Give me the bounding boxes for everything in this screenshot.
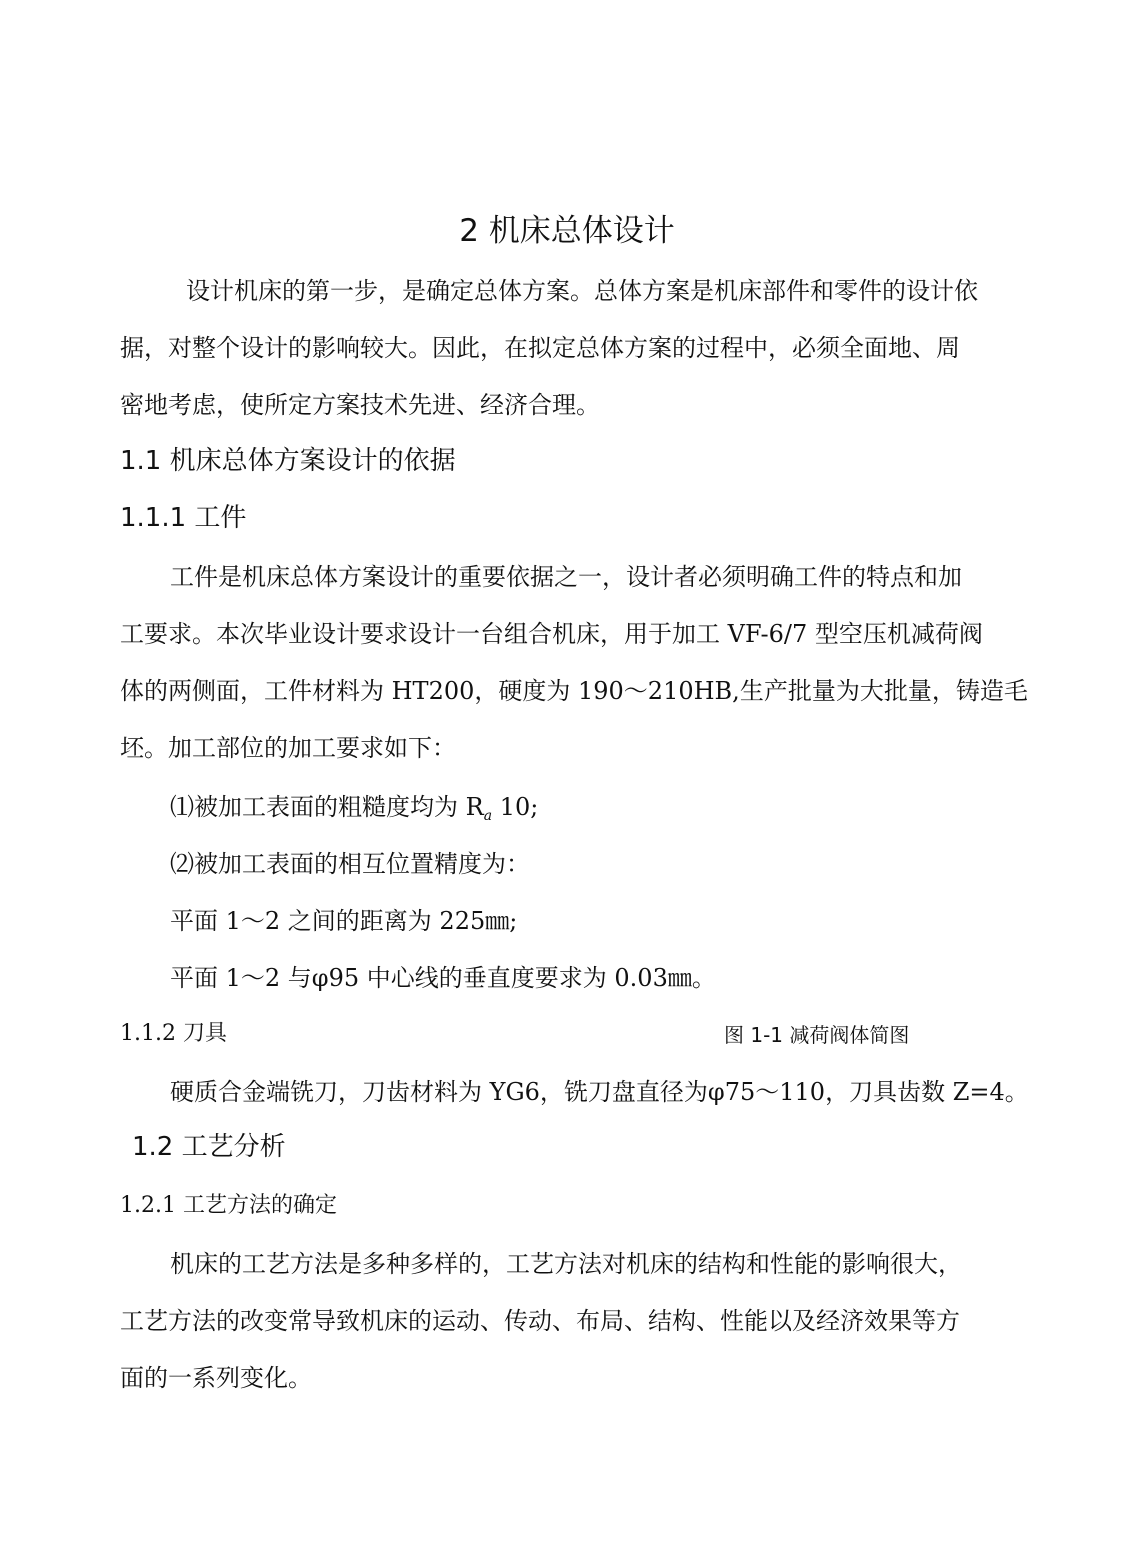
tool-description: 硬质合金端铣刀，刀齿材料为 YG6，铣刀盘直径为φ75～110，刀具齿数 Z=4。 bbox=[170, 1078, 1029, 1106]
requirement-position: ⑵被加工表面的相互位置精度为： bbox=[170, 850, 530, 878]
process-line-1: 机床的工艺方法是多种多样的，工艺方法对机床的结构和性能的影响很大， bbox=[170, 1250, 962, 1278]
section-heading-1-2: 1.2 工艺分析 bbox=[132, 1132, 286, 1162]
section-heading-1-1-2: 1.1.2 刀具 bbox=[120, 1021, 227, 1046]
workpiece-line-1: 工件是机床总体方案设计的重要依据之一，设计者必须明确工件的特点和加 bbox=[170, 563, 962, 591]
intro-line-3: 密地考虑，使所定方案技术先进、经济合理。 bbox=[120, 391, 600, 419]
workpiece-line-4: 坯。加工部位的加工要求如下： bbox=[120, 734, 456, 762]
figure-caption: 图 1-1 减荷阀体简图 bbox=[724, 1023, 910, 1047]
chapter-title: 2 机床总体设计 bbox=[459, 213, 675, 249]
section-heading-1-1-1: 1.1.1 工件 bbox=[120, 503, 247, 533]
intro-line-2: 据，对整个设计的影响较大。因此，在拟定总体方案的过程中，必须全面地、周 bbox=[120, 334, 960, 362]
workpiece-line-2: 工要求。本次毕业设计要求设计一台组合机床，用于加工 VF-6/7 型空压机减荷阀 bbox=[120, 620, 983, 648]
requirement-roughness-value: 10; bbox=[492, 793, 539, 821]
requirement-roughness-text: ⑴被加工表面的粗糙度均为 R bbox=[170, 793, 484, 821]
intro-line-1: 设计机床的第一步，是确定总体方案。总体方案是机床部件和零件的设计依 bbox=[186, 277, 978, 305]
process-line-3: 面的一系列变化。 bbox=[120, 1364, 312, 1392]
roughness-subscript: a bbox=[483, 808, 493, 824]
section-heading-1-1: 1.1 机床总体方案设计的依据 bbox=[120, 446, 456, 476]
process-line-2: 工艺方法的改变常导致机床的运动、传动、布局、结构、性能以及经济效果等方 bbox=[120, 1307, 960, 1335]
requirement-perpendicularity: 平面 1～2 与φ95 中心线的垂直度要求为 0.03㎜。 bbox=[170, 964, 716, 992]
workpiece-line-3: 体的两侧面，工件材料为 HT200，硬度为 190～210HB,生产批量为大批量，铸造毛 bbox=[120, 677, 1028, 705]
section-heading-1-2-1: 1.2.1 工艺方法的确定 bbox=[120, 1193, 337, 1218]
requirement-distance: 平面 1～2 之间的距离为 225㎜; bbox=[170, 907, 518, 935]
